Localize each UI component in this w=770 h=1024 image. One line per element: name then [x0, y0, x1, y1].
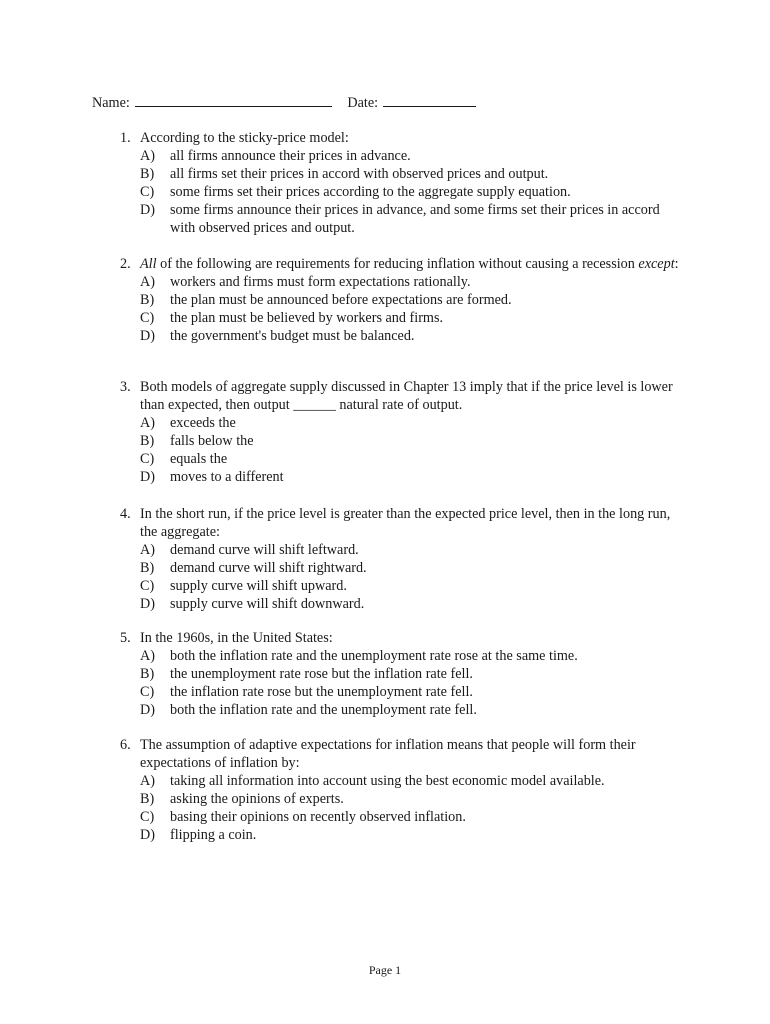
question-stem: The assumption of adaptive expectations for inflation means that people will form their expectations of inflation by: — [140, 737, 636, 771]
name-blank — [135, 93, 332, 107]
choice-b: B) demand curve will shift rightward. — [140, 560, 367, 576]
question-2 — [120, 255, 680, 345]
choice-d: D) flipping a coin. — [140, 827, 257, 843]
page-footer — [0, 962, 770, 978]
question-number: 4. — [120, 506, 131, 522]
choice-c: C) some firms set their prices according to the aggregate supply equation. — [140, 184, 571, 200]
question-number: 3. — [120, 379, 131, 395]
header-line — [92, 93, 476, 112]
choice-b: B) the unemployment rate rose but the inflation rate fell. — [140, 666, 473, 682]
question-number: 5. — [120, 630, 131, 646]
choice-a: A) exceeds the — [140, 415, 236, 431]
choice-b: B) falls below the — [140, 433, 254, 449]
choice-c: C) the inflation rate rose but the unemployment rate fell. — [140, 684, 473, 700]
choice-list — [120, 647, 680, 719]
question-stem: All of the following are requirements for reducing inflation without causing a recession except: — [140, 256, 679, 272]
choice-a: A) taking all information into account using the best economic model available. — [140, 773, 605, 789]
choice-d: D) moves to a different — [140, 469, 284, 485]
choice-c: C) supply curve will shift upward. — [140, 578, 347, 594]
choice-list — [120, 414, 680, 486]
choice-a: A) both the inflation rate and the unemployment rate rose at the same time. — [140, 648, 578, 664]
question-stem: Both models of aggregate supply discussed in Chapter 13 imply that if the price level is lower than expected, then output ______ natural rate of output. — [140, 379, 673, 413]
question-4 — [120, 505, 680, 613]
question-number: 2. — [120, 256, 131, 272]
choice-b: B) all firms set their prices in accord with observed prices and output. — [140, 166, 549, 182]
choice-a: A) all firms announce their prices in advance. — [140, 148, 411, 164]
choice-b: B) the plan must be announced before expectations are formed. — [140, 292, 512, 308]
question-stem: In the 1960s, in the United States: — [140, 630, 333, 646]
choice-c: C) equals the — [140, 451, 228, 467]
choice-b: B) asking the opinions of experts. — [140, 791, 344, 807]
choice-list — [120, 273, 680, 345]
date-label: Date: — [347, 95, 379, 111]
choice-a: A) demand curve will shift leftward. — [140, 542, 359, 558]
choice-list — [120, 147, 680, 237]
question-5 — [120, 629, 680, 719]
choice-list — [120, 772, 680, 844]
page-number: Page 1 — [368, 963, 402, 977]
choice-c: C) the plan must be believed by workers and firms. — [140, 310, 444, 326]
question-1 — [120, 129, 680, 237]
choice-d: D) some firms announce their prices in advance, and some firms set their prices in accord with observed prices and output. — [140, 202, 660, 236]
choice-d: D) the government's budget must be balanced. — [140, 328, 415, 344]
question-stem: According to the sticky-price model: — [140, 130, 349, 146]
choice-d: D) supply curve will shift downward. — [140, 596, 365, 612]
question-number: 6. — [120, 737, 131, 753]
choice-list — [120, 541, 680, 613]
question-number: 1. — [120, 130, 131, 146]
date-blank — [383, 93, 476, 107]
choice-d: D) both the inflation rate and the unemployment rate fell. — [140, 702, 477, 718]
question-6 — [120, 736, 680, 844]
choice-c: C) basing their opinions on recently observed inflation. — [140, 809, 466, 825]
choice-a: A) workers and firms must form expectations rationally. — [140, 274, 471, 290]
question-3 — [120, 378, 680, 486]
name-label: Name: — [92, 95, 130, 111]
question-stem: In the short run, if the price level is greater than the expected price level, then in the long run, the aggregate: — [140, 506, 671, 540]
